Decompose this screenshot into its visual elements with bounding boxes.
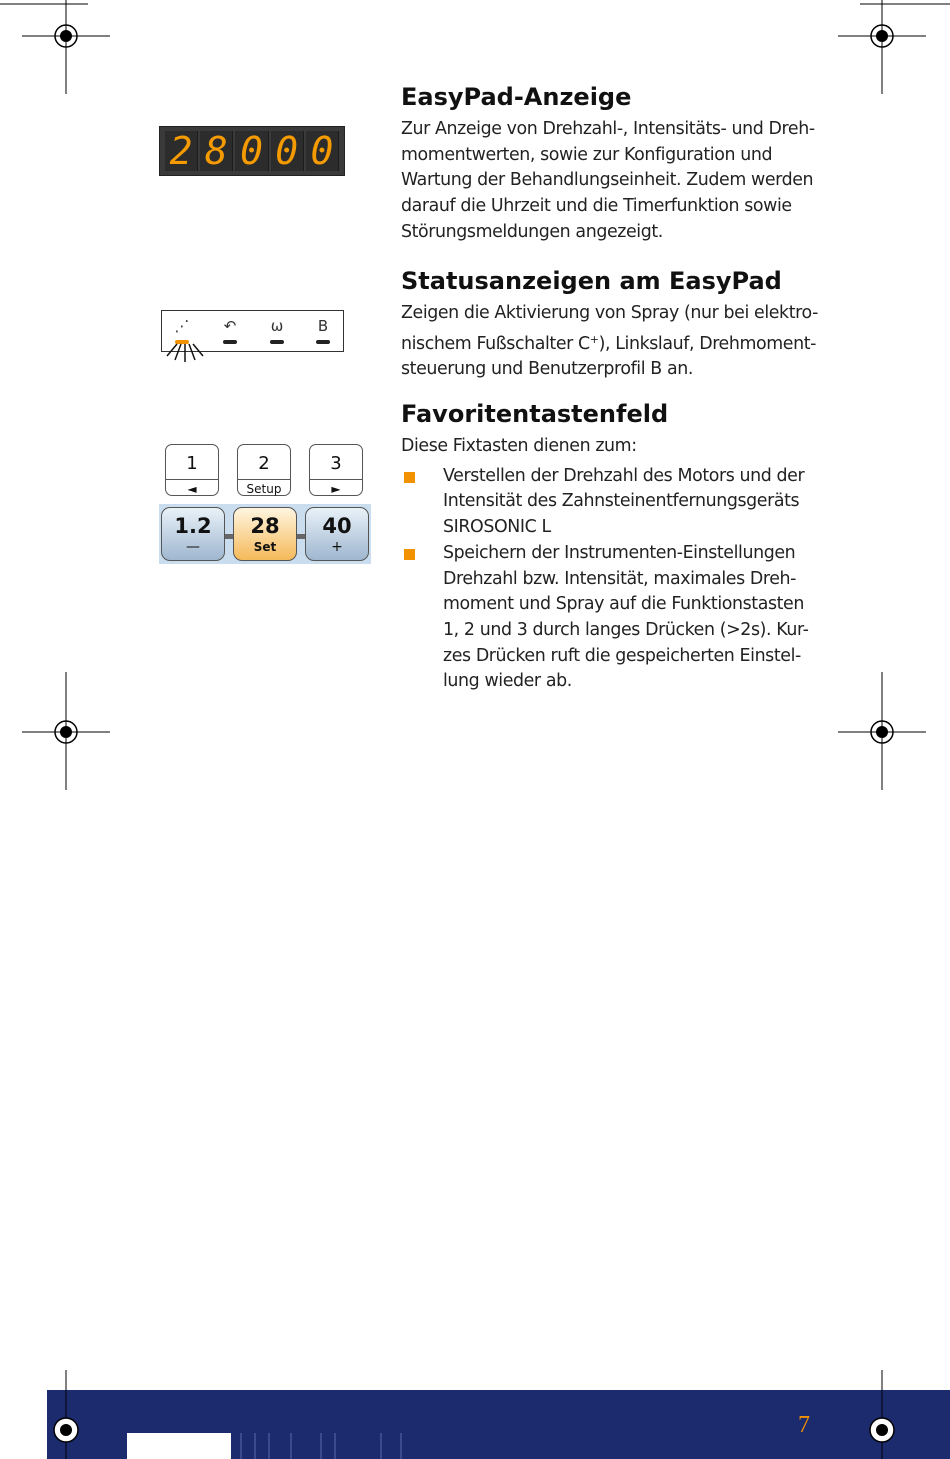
display-digit: 0	[271, 131, 304, 171]
profile-b-indicator-led	[316, 340, 330, 344]
minus-key[interactable]	[161, 507, 225, 561]
text-line: Speichern der Instrumenten-Einstellungen	[443, 542, 796, 563]
page-number: 7	[798, 1412, 810, 1438]
section-paragraph	[401, 301, 821, 383]
section-easypad-display	[401, 82, 821, 246]
bullet-square-icon	[404, 472, 415, 483]
text-line: Wartung der Behandlungseinheit. Zudem werden	[401, 170, 814, 191]
text-line: Störungsmeldungen angezeigt.	[401, 221, 663, 242]
text-fragment: ), Linkslauf, Drehmoment-	[598, 333, 817, 354]
key-label: Set	[253, 540, 277, 554]
crop-mark-bottom-left	[30, 1370, 110, 1459]
function-key-1[interactable]	[165, 444, 219, 496]
minus-icon: —	[186, 539, 200, 555]
bullet-list	[401, 464, 821, 695]
section-status-indicators	[401, 266, 821, 383]
crop-mark-top-left	[0, 0, 140, 100]
easypad-display	[159, 126, 345, 176]
left-rotation-icon: ↶	[223, 317, 237, 335]
function-key-3[interactable]	[309, 444, 363, 496]
text-line: SIROSONIC L	[443, 517, 551, 538]
text-fragment: nischem Fußschalter C	[401, 333, 590, 354]
display-digit: 8	[200, 131, 233, 171]
page-footer-band	[47, 1390, 950, 1459]
text-line: Zur Anzeige von Drehzahl-, Intensitäts- und Dreh-	[401, 119, 815, 139]
superscript: +	[589, 332, 599, 346]
display-digit: 2	[165, 131, 198, 171]
text-line: Intensität des Zahnsteinentfernungsgeräts	[443, 491, 800, 512]
list-item	[401, 541, 821, 695]
text-line: moment und Spray auf die Funktionstasten	[443, 594, 804, 615]
text-line: Zeigen die Aktivierung von Spray (nur bei elektro-	[401, 303, 818, 323]
tooth-icon: ω	[270, 317, 284, 335]
key-number: 2	[258, 453, 270, 474]
section-intro: Diese Fixtasten dienen zum:	[401, 436, 637, 456]
text-line: zes Drücken ruft die gespeicherten Einstel-	[443, 645, 801, 666]
set-key[interactable]	[233, 507, 297, 561]
footer-color-bar	[127, 1433, 231, 1459]
plus-key[interactable]	[305, 507, 369, 561]
text-line: steuerung und Benutzerprofil B an.	[401, 359, 693, 380]
text-line	[401, 327, 821, 358]
text-line: lung wieder ab.	[443, 671, 572, 692]
key-value: 40	[322, 514, 352, 538]
bullet-square-icon	[404, 549, 415, 560]
list-item	[401, 464, 821, 541]
arrow-left-icon: ◄	[187, 482, 197, 496]
text-line: Drehzahl bzw. Intensität, maximales Dreh-	[443, 568, 797, 589]
key-divider	[310, 479, 362, 480]
left-rotation-indicator-led	[223, 340, 237, 344]
key-divider	[238, 479, 290, 480]
text-line: Verstellen der Drehzahl des Motors und der	[443, 465, 805, 486]
section-heading: EasyPad-Anzeige	[401, 83, 632, 111]
function-key-2[interactable]	[237, 444, 291, 496]
section-heading: Statusanzeigen am EasyPad	[401, 267, 782, 295]
text-line: 1, 2 und 3 durch langes Drücken (>2s). Kur-	[443, 619, 809, 640]
key-divider	[166, 479, 218, 480]
plus-icon: +	[331, 539, 343, 555]
favorite-keypad	[159, 442, 371, 564]
crop-mark-mid-right	[810, 672, 950, 792]
section-paragraph	[401, 117, 821, 246]
key-sub-label: Setup	[246, 482, 282, 496]
key-value: 28	[250, 514, 280, 538]
torque-indicator-led	[270, 340, 284, 344]
spray-icon: ⋰	[174, 317, 190, 335]
crop-mark-top-right	[810, 0, 950, 100]
key-number: 1	[186, 453, 198, 474]
spray-active-rays-icon	[165, 342, 205, 364]
crop-mark-mid-left	[0, 672, 130, 792]
footer-registration-ticks	[231, 1433, 451, 1459]
key-number: 3	[330, 453, 342, 474]
section-favorite-keys	[401, 399, 821, 695]
text-line: momentwerten, sowie zur Konfiguration und	[401, 144, 773, 165]
key-value: 1.2	[174, 514, 212, 538]
text-line: darauf die Uhrzeit und die Timerfunktion sowie	[401, 196, 792, 217]
display-digit: 0	[306, 131, 339, 171]
crop-mark-bottom-right	[846, 1370, 926, 1459]
keypad-value-row	[159, 504, 371, 564]
arrow-right-icon: ►	[331, 482, 341, 496]
profile-b-icon: B	[317, 317, 329, 335]
display-digit: 0	[235, 131, 268, 171]
section-heading: Favoritentastenfeld	[401, 400, 669, 428]
